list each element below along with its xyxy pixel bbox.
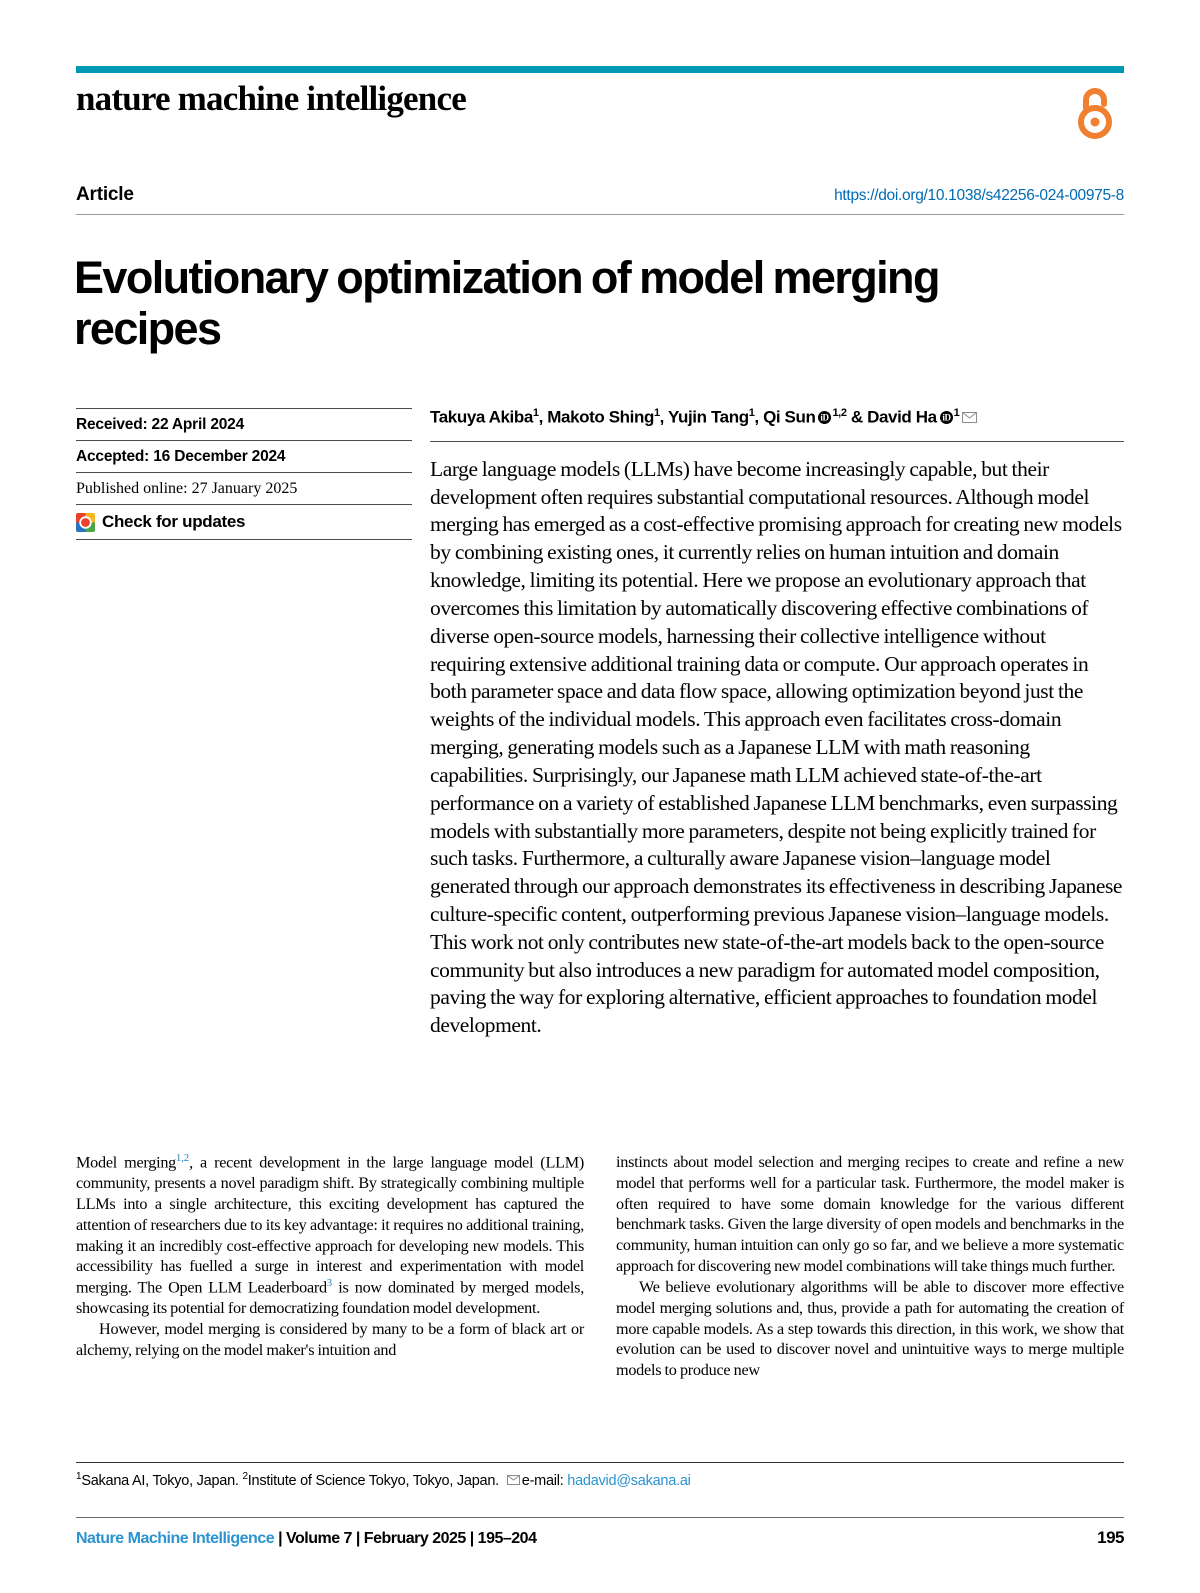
affiliation-2: Institute of Science Tokyo, Tokyo, Japan.: [247, 1472, 503, 1489]
affiliations-footnote: [76, 1470, 1124, 1491]
footer-volume-info: | Volume 7 | February 2025 | 195–204: [278, 1530, 537, 1547]
published-label: Published online:: [76, 480, 188, 497]
affiliation-1: Sakana AI, Tokyo, Japan.: [81, 1472, 243, 1489]
open-access-lock-icon: [1073, 84, 1117, 140]
abstract-text: Large language models (LLMs) have become increasingly capable, but their development often requires substantial computational resources. Although model merging has emerged as a cost-effective promising approach for creating new models by combining existing ones, it currently relies on human intuition and domain knowledge, limiting its potential. Here we propose an evolutionary approach that overcomes this limitation by automatically discovering effective combinations of diverse open-source models, harnessing their collective intelligence without requiring extensive additional training data or compute. Our approach operates in both parameter space and data flow space, allowing optimization beyond just the weights of the individual models. This approach even facilitates cross-domain merging, generating models such as a Japanese LLM with math reasoning capabilities. Surprisingly, our Japanese math LLM achieved state-of-the-art performance on a variety of established Japanese LLM benchmarks, even surpassing models with substantially more parameters, despite not being explicitly trained for such tasks. Furthermore, a culturally aware Japanese vision–language model generated through our approach demonstrates its effectiveness in describing Japanese culture-specific content, outperforming previous Japanese vision–language models. This work not only contributes new state-of-the-art models back to the open-source community but also introduces a new paradigm for automated model composition, paving the way for exploring alternative, efficient approaches to foundation model development.: [430, 456, 1123, 1038]
article-header-row: [76, 184, 1124, 206]
published-row: [76, 472, 412, 504]
author-name-0[interactable]: Takuya Akiba: [430, 407, 533, 427]
accepted-row: [76, 440, 412, 472]
author-name-1[interactable]: Makoto Shing: [547, 407, 654, 427]
affil-marker-1: 1: [76, 1471, 82, 1482]
published-date: 27 January 2025: [191, 480, 298, 497]
svg-text:iD: iD: [820, 412, 830, 423]
page-number: 195: [1097, 1528, 1124, 1547]
envelope-icon[interactable]: [962, 407, 977, 418]
received-label: Received:: [76, 416, 148, 433]
body-paragraph-2: However, model merging is considered by many to be a form of black art or alchemy, relying on the model maker's intuition and: [76, 1320, 584, 1360]
footnote-divider: [76, 1462, 1124, 1463]
author-affil-2: 1: [748, 407, 755, 419]
envelope-icon: [507, 1471, 520, 1481]
body-paragraph-4: We believe evolutionary algorithms will be able to discover more effective model merging solutions and, thus, provide a path for automating the creation of more capable models. As a step towards this direction, in this work, we show that evolution can be used to discover novel and unintuitive ways to merge multiple models to produce new: [616, 1277, 1124, 1380]
body-p1-part-c: is now dominated by merged models, showcasing its potential for democratizing foundation model development.: [76, 1278, 584, 1318]
accepted-label: Accepted:: [76, 448, 150, 465]
received-date: 22 April 2024: [151, 416, 245, 433]
body-column-right: [616, 1152, 1124, 1381]
orcid-icon[interactable]: [818, 408, 831, 421]
journal-masthead: nature machine intelligence: [76, 79, 466, 118]
author-affil-1: 1: [653, 407, 660, 419]
footer-citation: [76, 1530, 536, 1548]
reference-marker[interactable]: 1,2: [176, 1153, 190, 1164]
author-name-3[interactable]: Qi Sun: [763, 407, 816, 427]
author-affil-3: 1,2: [832, 407, 847, 419]
received-row: [76, 408, 412, 440]
accepted-date: 16 December 2024: [153, 448, 286, 465]
doi-link[interactable]: https://doi.org/10.1038/s42256-024-00975-8: [834, 187, 1124, 204]
body-p1-part-a: Model merging: [76, 1153, 177, 1172]
author-separator: &: [850, 407, 863, 427]
publication-history: [76, 408, 412, 540]
corresponding-email-link[interactable]: hadavid@sakana.ai: [567, 1472, 691, 1489]
orcid-icon[interactable]: [940, 408, 953, 421]
body-p1-part-b: , a recent development in the large language model (LLM) community, presents a novel paradigm shift. By strategically combining multiple LLMs into a single architecture, this exciting development has captured the attention of researchers due to its key advantage: it requires no additional training, making it an incredibly cost-effective approach for developing new models. This accessibility has fuelled a surge in interest and experimentation with model merging. The Open LLM Leaderboard: [76, 1153, 585, 1297]
footer-journal-name[interactable]: Nature Machine Intelligence: [76, 1530, 275, 1547]
check-for-updates-button[interactable]: [76, 504, 412, 540]
author-list: Takuya Akiba$^1$, Makoto Shing$^1$, Yujin Tang$^1$, Qi Sun iD $^{1,2}$ & David Ha iD $^1$: [430, 406, 1124, 439]
crossmark-icon: [76, 513, 95, 532]
affil-marker-2: 2: [242, 1471, 248, 1482]
author-name-4[interactable]: David Ha: [867, 407, 937, 427]
page-title: Evolutionary optimization of model merging recipes: [74, 252, 939, 355]
article-type-label: Article: [76, 184, 134, 205]
brand-accent-rule: [76, 66, 1124, 73]
page-footer: [76, 1528, 1124, 1548]
email-label: e-mail:: [521, 1472, 564, 1489]
author-affil-4: 1: [953, 407, 960, 419]
body-column-left: [76, 1152, 584, 1381]
svg-text:iD: iD: [942, 412, 951, 423]
reference-marker[interactable]: 3: [326, 1278, 333, 1290]
body-columns: [76, 1152, 1124, 1381]
header-divider: [76, 214, 1124, 215]
body-paragraph-3: instincts about model selection and merging recipes to create and refine a new model that performs well for a particular task. Furthermore, the model maker is often required to have some domain knowledge for the various different benchmark tasks. Given the large diversity of open models and benchmarks in the community, human intuition can only go so far, and we believe a more systematic approach for discovering new model combinations will take things much further.: [616, 1153, 1124, 1276]
check-for-updates-label: Check for updates: [102, 512, 246, 531]
body-paragraph-1: [76, 1152, 584, 1319]
author-name-2[interactable]: Yujin Tang: [668, 407, 749, 427]
footer-divider: [76, 1517, 1124, 1518]
author-affil-0: 1: [532, 407, 539, 419]
abstract-column: [430, 406, 1124, 1040]
